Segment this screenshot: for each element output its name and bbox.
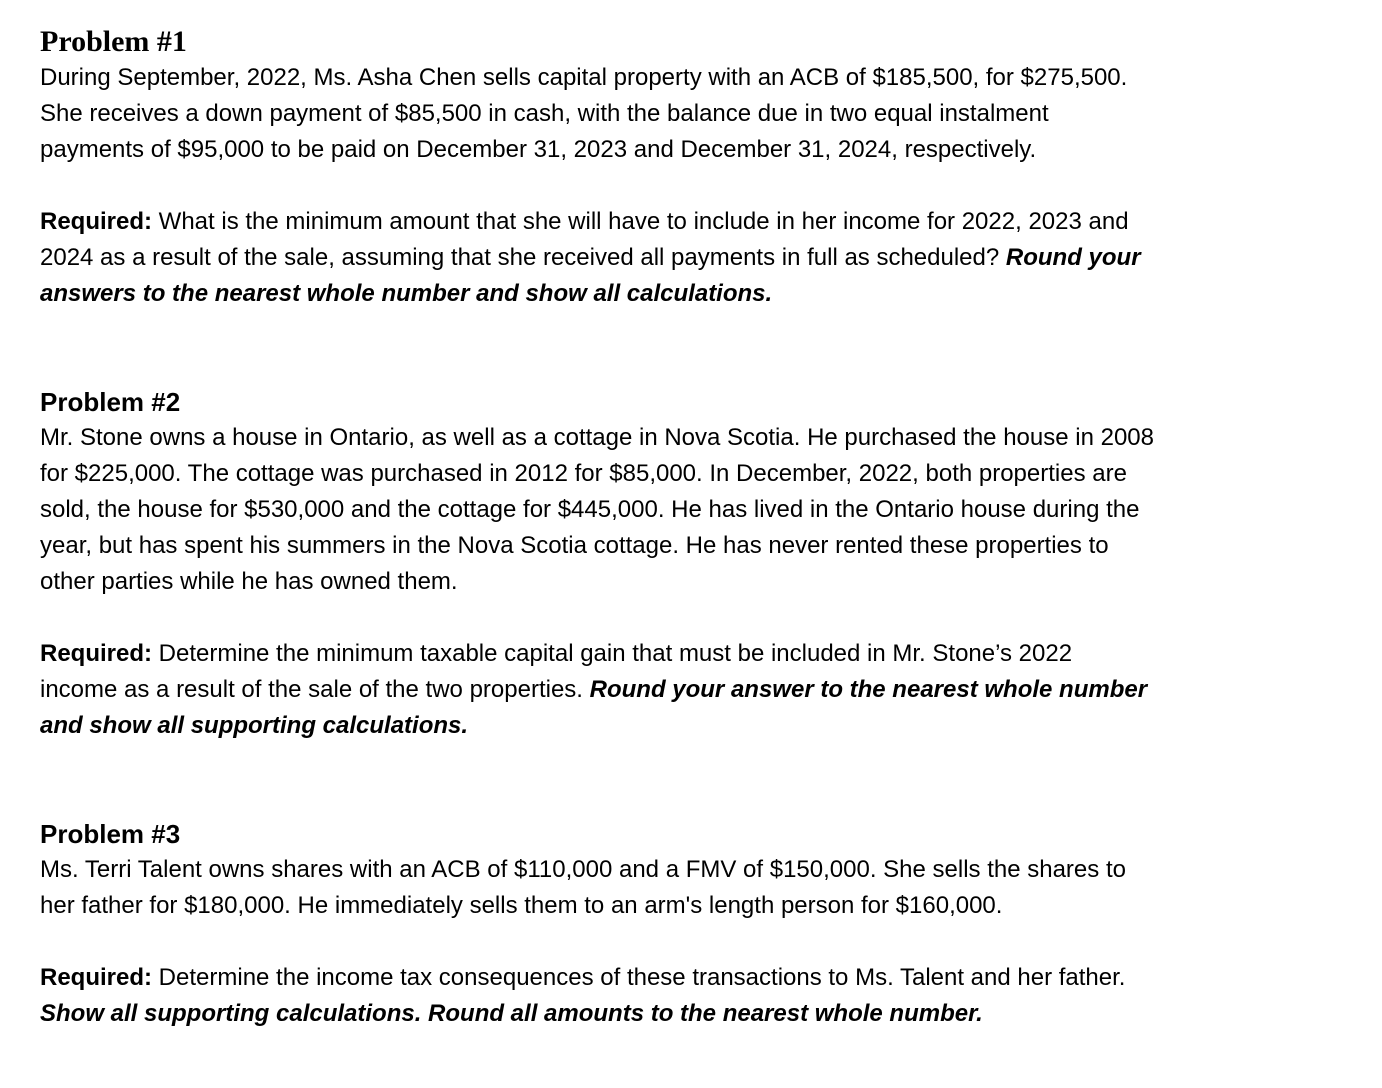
problem-3-body-line: Ms. Terri Talent owns shares with an ACB of $110,000 and a FMV of $150,000. She sells the shares to xyxy=(40,856,1126,883)
problem-1 xyxy=(40,24,1360,312)
problem-1-body-line: payments of $95,000 to be paid on December 31, 2023 and December 31, 2024, respectively. xyxy=(40,136,1037,163)
problem-1-title: Problem #1 xyxy=(40,25,187,58)
problem-3-body xyxy=(40,852,1360,924)
required-text: 2024 as a result of the sale, assuming that she received all payments in full as scheduled? xyxy=(40,244,1006,271)
problem-2-required xyxy=(40,636,1360,744)
problem-1-required xyxy=(40,204,1360,312)
required-emphasis: Show all supporting calculations. Round all amounts to the nearest whole number. xyxy=(40,1000,983,1027)
required-label: Required: xyxy=(40,208,153,235)
required-emphasis: Round your answer to the nearest whole number xyxy=(589,676,1148,703)
required-label: Required: xyxy=(40,640,153,667)
problem-1-body xyxy=(40,60,1360,168)
problem-3 xyxy=(40,816,1360,1032)
required-text: income as a result of the sale of the two properties. xyxy=(40,676,590,703)
problem-1-body-line: She receives a down payment of $85,500 in cash, with the balance due in two equal instalment xyxy=(40,100,1049,127)
document-page xyxy=(40,24,1360,1032)
problem-2-body-line: sold, the house for $530,000 and the cottage for $445,000. He has lived in the Ontario house during the xyxy=(40,496,1140,523)
required-emphasis: Round your xyxy=(1005,244,1141,271)
problem-2-body-line: Mr. Stone owns a house in Ontario, as well as a cottage in Nova Scotia. He purchased the house in 2008 xyxy=(40,424,1154,451)
problem-1-body-line: During September, 2022, Ms. Asha Chen sells capital property with an ACB of $185,500, for $275,500. xyxy=(40,64,1128,91)
problem-2-body-line: year, but has spent his summers in the Nova Scotia cottage. He has never rented these properties to xyxy=(40,532,1109,559)
problem-2-body-line: for $225,000. The cottage was purchased in 2012 for $85,000. In December, 2022, both properties are xyxy=(40,460,1127,487)
required-text: Determine the income tax consequences of these transactions to Ms. Talent and her father. xyxy=(152,964,1126,991)
required-text: Determine the minimum taxable capital gain that must be included in Mr. Stone’s 2022 xyxy=(152,640,1073,667)
required-emphasis: answers to the nearest whole number and show all calculations. xyxy=(40,280,773,307)
problem-2 xyxy=(40,384,1360,744)
required-label: Required: xyxy=(40,964,153,991)
required-text: What is the minimum amount that she will have to include in her income for 2022, 2023 and xyxy=(152,208,1129,235)
problem-3-body-line: her father for $180,000. He immediately sells them to an arm's length person for $160,000. xyxy=(40,892,1003,919)
problem-3-title: Problem #3 xyxy=(40,819,181,849)
problem-2-body xyxy=(40,420,1360,600)
problem-3-required xyxy=(40,960,1360,1032)
problem-2-body-line: other parties while he has owned them. xyxy=(40,568,458,595)
problem-2-title: Problem #2 xyxy=(40,387,181,417)
required-emphasis: and show all supporting calculations. xyxy=(40,712,469,739)
